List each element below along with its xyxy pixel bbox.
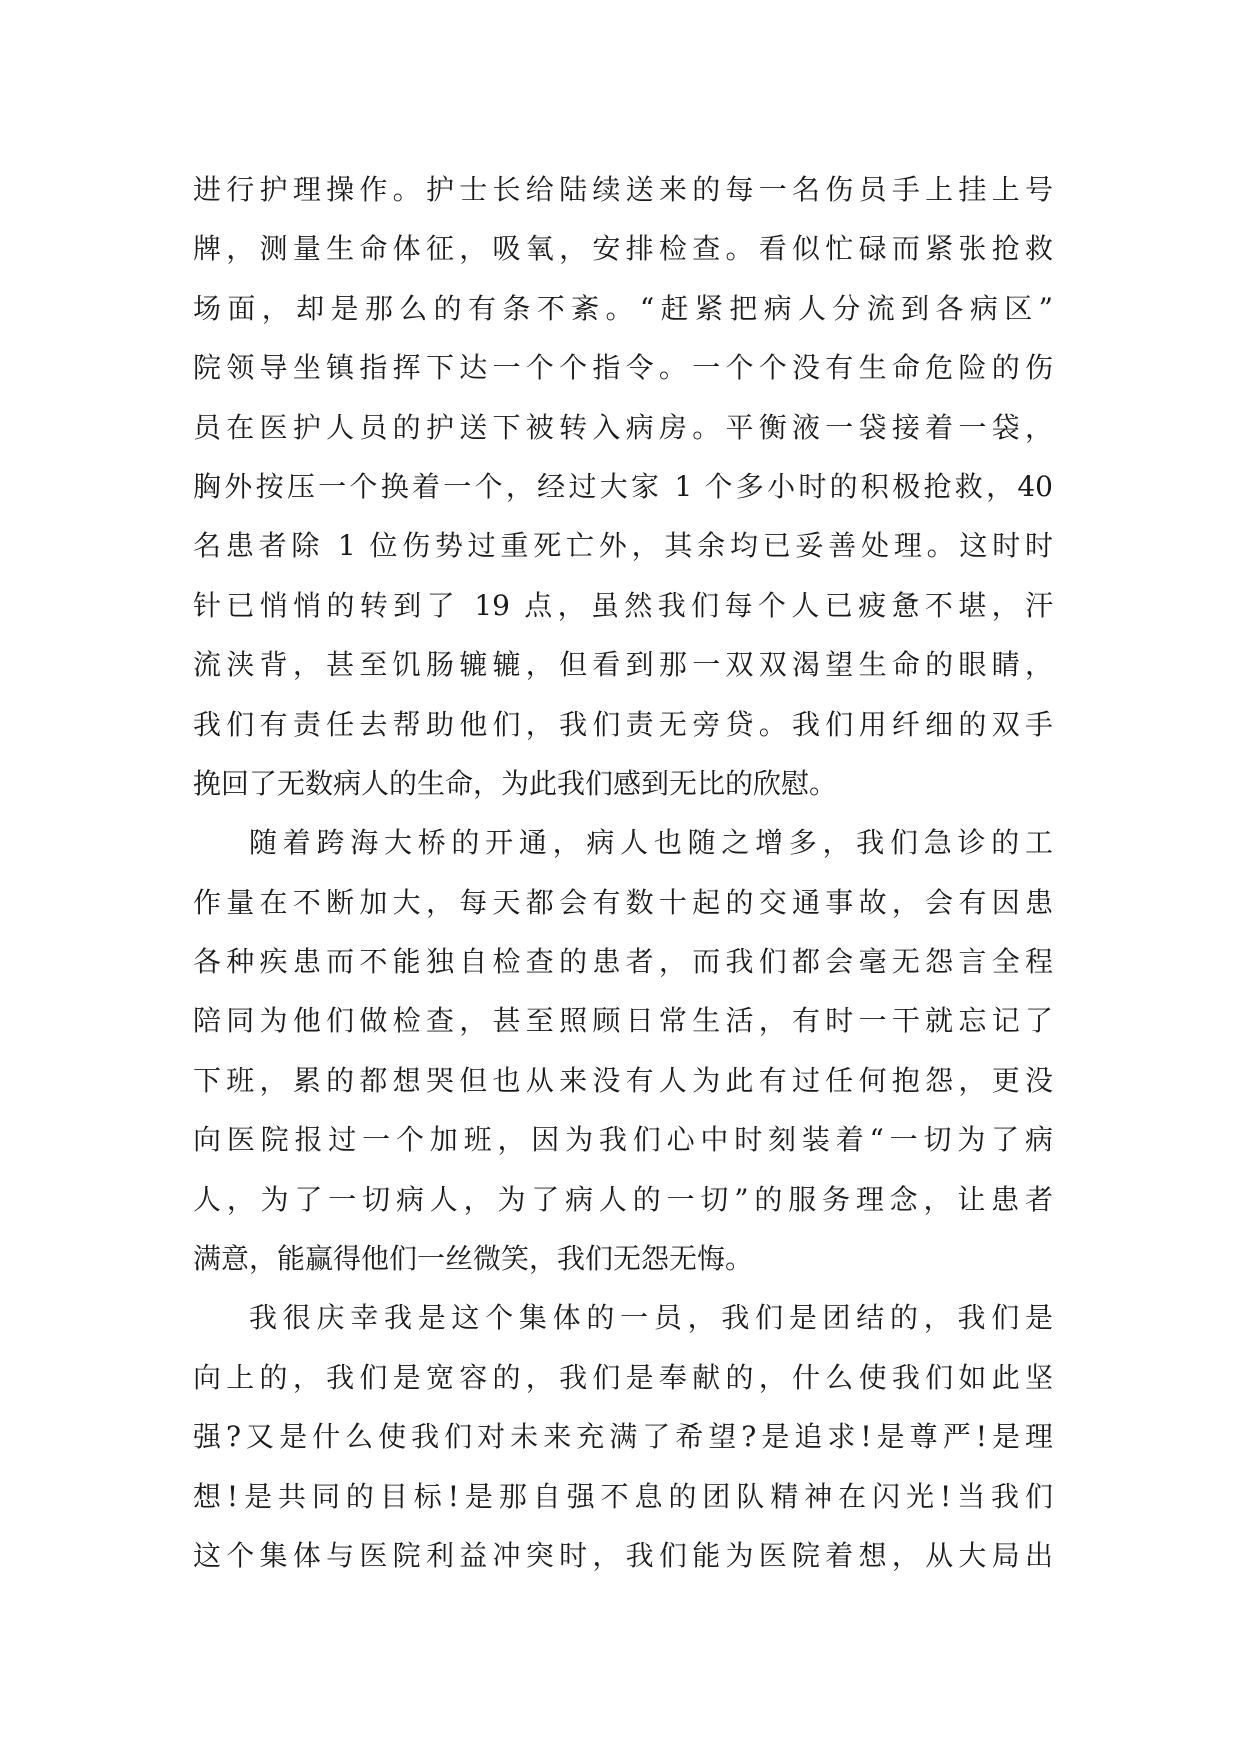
text-line: 针已悄悄的转到了 19 点，虽然我们每个人已疲惫不堪，汗 bbox=[193, 588, 1053, 622]
text-line: 进行护理操作。护士长给陆续送来的每一名伤员手上挂上号 bbox=[193, 173, 1053, 206]
text-line: 名患者除 1 位伤势过重死亡外，其余均已妥善处理。这时时 bbox=[193, 529, 1053, 563]
text-line: 场面，却是那么的有条不紊。“赶紧把病人分流到各病区” bbox=[193, 291, 1053, 325]
text-line: 下班，累的都想哭但也从来没有人为此有过任何抱怨，更没 bbox=[193, 1063, 1053, 1097]
text-line: 满意，能赢得他们一丝微笑，我们无怨无悔。 bbox=[193, 1242, 754, 1276]
text-line: 胸外按压一个换着一个，经过大家 1 个多小时的积极抢救，40 bbox=[193, 469, 1053, 503]
text-line: 强?又是什么使我们对未来充满了希望?是追求!是尊严!是理 bbox=[193, 1420, 1053, 1454]
text-line: 挽回了无数病人的生命，为此我们感到无比的欣慰。 bbox=[193, 766, 838, 800]
text-line: 院领导坐镇指挥下达一个个指令。一个个没有生命危险的伤 bbox=[193, 351, 1053, 385]
text-line: 想!是共同的目标!是那自强不息的团队精神在闪光!当我们 bbox=[193, 1479, 1053, 1513]
text-line: 我们有责任去帮助他们，我们责无旁贷。我们用纤细的双手 bbox=[193, 707, 1053, 741]
text-line: 随着跨海大桥的开通，病人也随之增多，我们急诊的工 bbox=[249, 826, 1053, 860]
text-line: 向医院报过一个加班，因为我们心中时刻装着“一切为了病 bbox=[193, 1123, 1053, 1157]
text-line: 人，为了一切病人，为了病人的一切”的服务理念，让患者 bbox=[193, 1182, 1053, 1216]
text-line: 各种疾患而不能独自检查的患者，而我们都会毫无怨言全程 bbox=[193, 945, 1053, 979]
text-line: 向上的，我们是宽容的，我们是奉献的，什么使我们如此坚 bbox=[193, 1360, 1053, 1394]
text-line: 牌，测量生命体征，吸氧，安排检查。看似忙碌而紧张抢救 bbox=[193, 232, 1053, 266]
text-line: 作量在不断加大，每天都会有数十起的交通事故，会有因患 bbox=[193, 885, 1053, 919]
text-line: 流浃背，甚至饥肠辘辘，但看到那一双双渴望生命的眼睛， bbox=[193, 648, 1053, 682]
body-text bbox=[193, 160, 1053, 1585]
text-line: 员在医护人员的护送下被转入病房。平衡液一袋接着一袋， bbox=[193, 410, 1053, 444]
text-line: 这个集体与医院利益冲突时，我们能为医院着想，从大局出 bbox=[193, 1538, 1053, 1572]
text-line: 陪同为他们做检查，甚至照顾日常生活，有时一干就忘记了 bbox=[193, 1004, 1053, 1038]
text-line: 我很庆幸我是这个集体的一员，我们是团结的，我们是 bbox=[249, 1301, 1053, 1335]
